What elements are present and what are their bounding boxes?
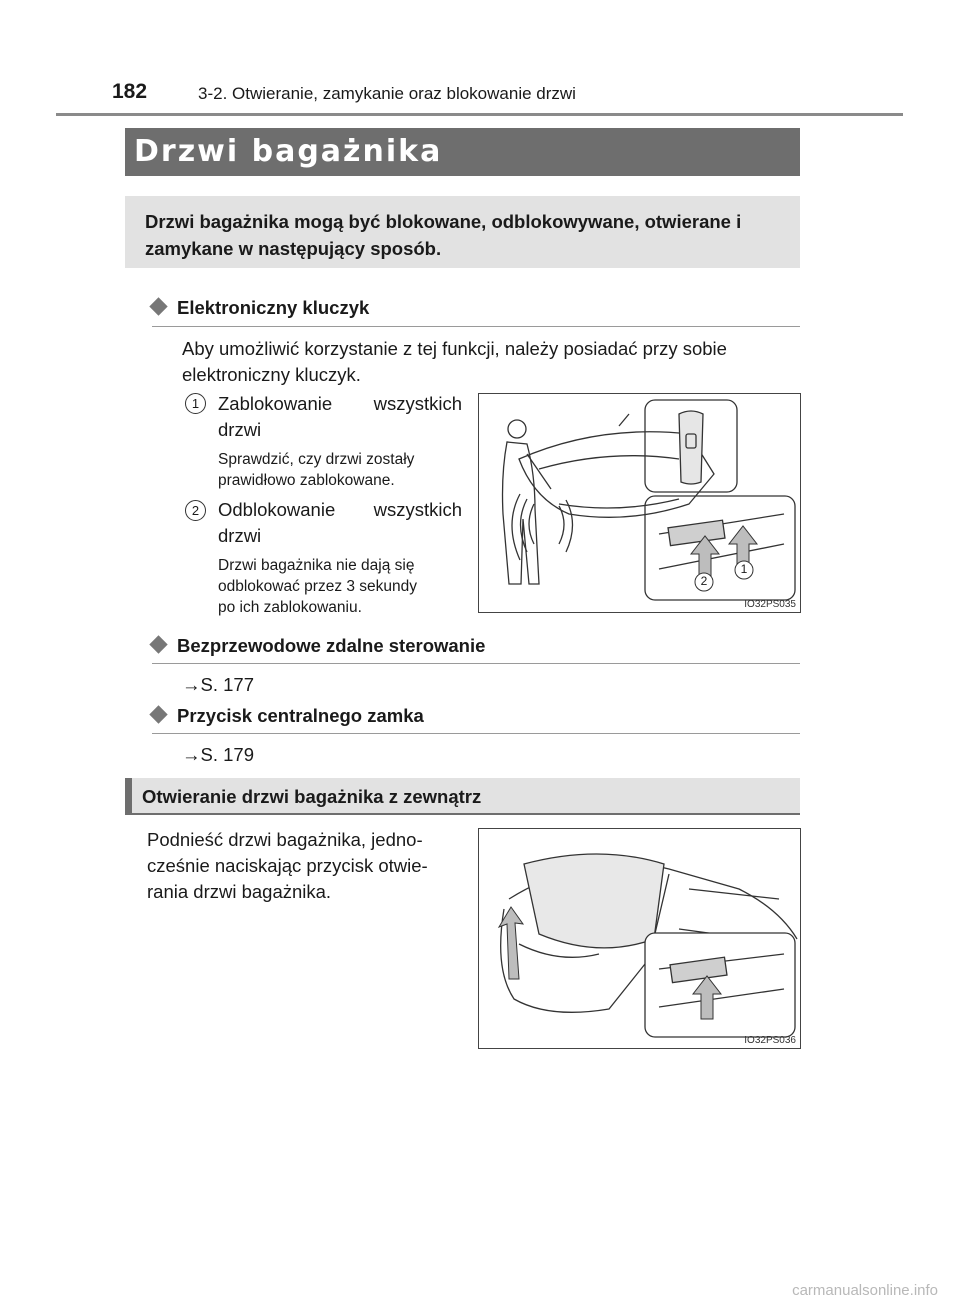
figure-smart-key	[478, 393, 801, 613]
section-rule	[152, 663, 800, 664]
section-rule	[152, 326, 800, 327]
subheading-opening-bar	[125, 778, 800, 814]
intro-box	[125, 196, 800, 268]
running-head: 3-2. Otwieranie, zamykanie oraz blokowanie drzwi	[198, 84, 576, 103]
opening-text-line3: rania drzwi bagażnika.	[147, 881, 332, 902]
smart-key-text: Aby umożliwić korzystanie z tej funkcji, należy posiadać przy sobie elektroniczny kluczyk.	[182, 338, 727, 385]
opening-text-line1: Podnieść drzwi bagażnika, jedno-	[147, 829, 423, 850]
ref-wireless-remote[interactable]: →S. 177	[182, 674, 254, 695]
page-number: 182	[112, 80, 148, 103]
heading-smart-key	[152, 297, 369, 319]
item-2-title-line2: drzwi	[218, 525, 262, 546]
subheading-opening: Otwieranie drzwi bagażnika z zewnątrz	[142, 786, 482, 807]
diamond-bullet-icon	[149, 705, 167, 723]
item-2-title-line1: Odblokowanie wszystkich	[218, 499, 462, 520]
intro-text: Drzwi bagażnika mogą być blokowane, odblokowywane, otwierane i zamykane w następujący sposób.	[145, 211, 742, 259]
figure-label-2: 2	[700, 574, 708, 588]
item-2-note-line2: odblokować przez 3 sekundy	[218, 578, 418, 595]
item-1-note-line2: prawidłowo zablokowane.	[218, 472, 395, 489]
diamond-bullet-icon	[149, 297, 167, 315]
heading-central-lock	[152, 705, 424, 727]
item-1-note-line1: Sprawdzić, czy drzwi zostały	[218, 451, 415, 468]
subheading-underline	[125, 813, 800, 815]
smart-key-illustration	[479, 394, 800, 612]
section-title: Drzwi bagażnika	[134, 134, 443, 169]
section-title-bar	[125, 128, 800, 176]
opening-illustration	[479, 829, 800, 1048]
figure-label-1: 1	[740, 562, 748, 576]
item-number-2: 2	[185, 500, 206, 521]
heading-central-lock-label: Przycisk centralnego zamka	[177, 705, 424, 726]
heading-wireless-remote	[152, 635, 485, 657]
heading-wireless-remote-label: Bezprzewodowe zdalne sterowanie	[177, 635, 486, 656]
figure-code: IO32PS036	[744, 1035, 796, 1046]
item-1-title-line1: Zablokowanie wszystkich	[218, 393, 462, 414]
header-rule	[56, 113, 903, 116]
item-1-title-line2: drzwi	[218, 419, 262, 440]
item-2-note-line1: Drzwi bagażnika nie dają się	[218, 557, 415, 574]
item-number-1: 1	[185, 393, 206, 414]
figure-code: IO32PS035	[744, 599, 796, 610]
item-2-note-line3: po ich zablokowaniu.	[218, 599, 362, 616]
diamond-bullet-icon	[149, 635, 167, 653]
section-rule	[152, 733, 800, 734]
opening-text-line2: cześnie naciskając przycisk otwie-	[147, 855, 428, 876]
ref-central-lock[interactable]: →S. 179	[182, 744, 254, 765]
figure-opening	[478, 828, 801, 1049]
watermark: carmanualsonline.info	[792, 1282, 938, 1299]
subheading-accent	[125, 778, 132, 814]
heading-smart-key-label: Elektroniczny kluczyk	[177, 297, 370, 318]
